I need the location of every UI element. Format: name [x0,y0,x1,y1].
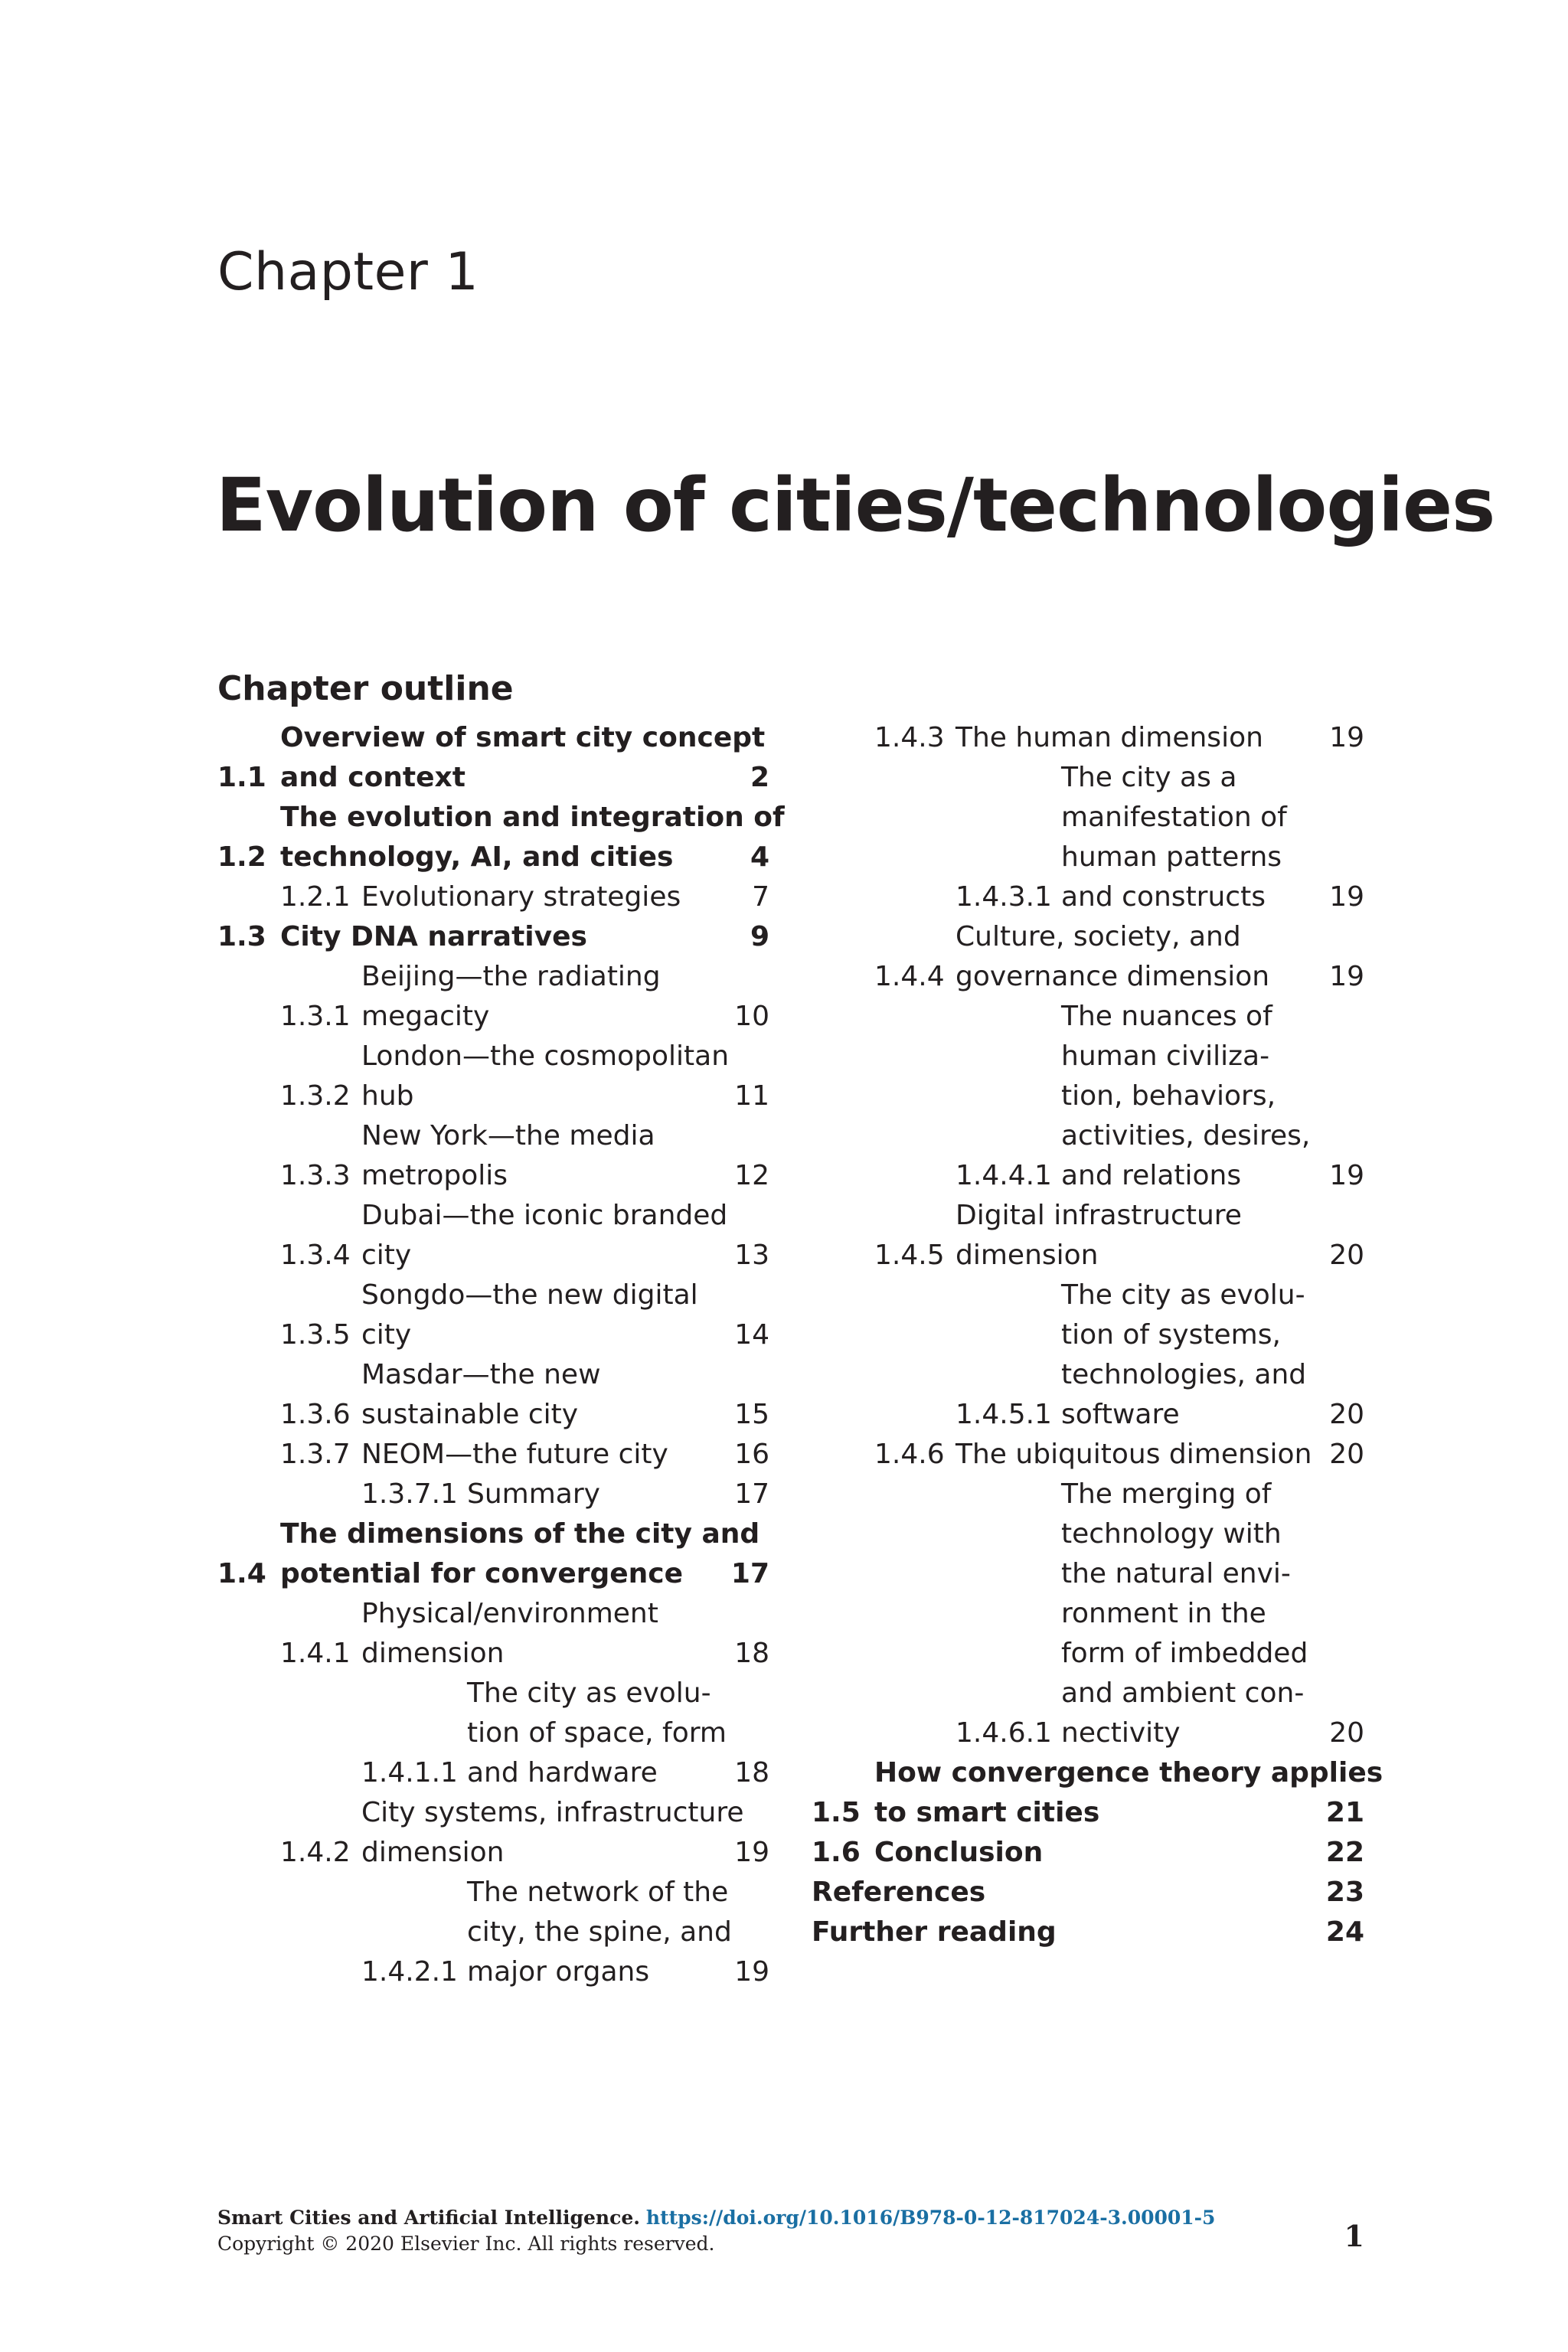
toc-entry-page: 20 [1329,1439,1364,1470]
toc-entry[interactable] [812,997,1364,1196]
toc-entry-title [280,917,720,957]
footer-doi-link[interactable]: https://doi.org/10.1016/B978-0-12-817024-3.00001-5 [645,2207,1216,2229]
toc-entry-number: 1.3.4 [280,1240,351,1271]
toc-entry[interactable] [217,1873,769,1992]
toc-entry-title-line: London—the cosmopolitan [361,1040,730,1072]
toc-entry-page: 19 [1329,961,1364,992]
toc-entry[interactable] [812,1276,1364,1435]
toc-entry[interactable] [812,718,1364,758]
toc-entry-title-line: tion, behaviors, [1061,1080,1276,1112]
toc-entry-page: 7 [752,881,769,913]
toc-entry-page: 20 [1329,1717,1364,1749]
toc-entry-title-line: dimension [361,1837,505,1868]
footer-source [217,2207,1215,2230]
toc-entry-title [956,1196,1315,1276]
toc-entry-page: 19 [1329,1160,1364,1191]
toc-entry-title-line: manifestation of [1061,802,1287,833]
toc-entry-title [467,1873,732,1992]
toc-entry-title-line: The evolution and integration of [280,802,785,833]
toc-entry[interactable] [812,1196,1364,1276]
toc-entry-page: 17 [730,1558,769,1589]
toc-entry-title-line: and hardware [467,1757,658,1788]
toc-entry-title [956,718,1315,758]
toc-entry-title-line: Overview of smart city concept [280,722,766,753]
toc-entry-number: 1.3.7 [280,1439,351,1470]
toc-entry[interactable] [217,1037,769,1116]
toc-entry-title-line: human civiliza- [1061,1040,1270,1072]
toc-entry-page: 21 [1325,1797,1364,1828]
toc-entry-title-line: The human dimension [956,722,1263,753]
toc-entry-title-line: hub [361,1080,414,1112]
toc-entry-title [280,718,766,798]
toc-entry-number: 1.4.5.1 [956,1399,1052,1430]
toc-entry-page: 18 [734,1757,769,1788]
toc-entry-title-line: nectivity [1061,1717,1181,1749]
toc-entry[interactable] [217,1435,769,1475]
toc-entry-page: 22 [1325,1837,1364,1868]
toc-entry[interactable] [217,1793,769,1873]
toc-entry[interactable] [217,877,769,917]
toc-entry[interactable] [812,1833,1364,1873]
footer-book-title: Smart Cities and Artificial Intelligence. [217,2207,640,2229]
toc-entry[interactable] [217,1674,769,1793]
toc-entry-title-line: The nuances of [1061,1001,1272,1032]
toc-entry-title [467,1475,720,1514]
toc-entry-number: 1.2.1 [280,881,351,913]
toc-entry-title-line: Further reading [812,1916,1057,1948]
toc-entry-title-line: Dubai—the iconic branded [361,1200,728,1231]
toc-entry[interactable] [812,917,1364,997]
toc-entry-title [956,1435,1315,1475]
toc-entry-number: 1.4.3.1 [956,881,1052,913]
toc-entry-number: 1.3.3 [280,1160,351,1191]
toc-entry[interactable] [812,1753,1383,1833]
toc-entry-title-line: The merging of [1061,1478,1272,1510]
toc-entry-title-line: technologies, and [1061,1359,1307,1390]
toc-entry-title-line: The city as a [1061,762,1237,793]
toc-entry[interactable] [217,1355,769,1435]
toc-entry-page: 2 [750,762,769,793]
toc-entry-title [874,1833,1315,1873]
toc-entry-page: 19 [734,1956,769,1988]
chapter-label: Chapter 1 [217,242,479,302]
toc-entry-title-line: city [361,1240,412,1271]
toc-entry-title-line: New York—the media [361,1120,655,1152]
toc-entry-number: 1.4.1.1 [361,1757,458,1788]
toc-left-column [217,718,785,1992]
toc-entry-title [956,917,1315,997]
toc-entry-page: 16 [734,1439,769,1470]
toc-entry-title-line: The ubiquitous dimension [956,1439,1312,1470]
toc-entry-page: 23 [1325,1877,1364,1908]
toc-entry-title-line: Physical/environment [361,1598,658,1629]
toc-entry-number: 1.4.1 [280,1638,351,1669]
toc-entry-number: 1.3 [217,921,266,952]
toc-entry-number: 1.4.2.1 [361,1956,458,1988]
outline-heading: Chapter outline [217,669,514,708]
chapter-title: Evolution of cities/technologies [216,462,1495,548]
toc-entry[interactable] [812,1475,1364,1753]
toc-entry-page: 17 [734,1478,769,1510]
toc-entry-title-line: and relations [1061,1160,1242,1191]
toc-entry-title-line: dimension [361,1638,505,1669]
toc-entry-title [361,957,720,1037]
toc-entry-title [812,1913,1315,1952]
toc-entry[interactable] [217,1276,769,1355]
toc-entry-number: 1.3.2 [280,1080,351,1112]
toc-entry-title-line: Culture, society, and [956,921,1241,952]
toc-entry-title [361,1435,720,1475]
toc-entry-title [812,1873,1315,1913]
toc-entry-title-line: References [812,1877,986,1908]
toc-entry-page: 4 [750,841,769,873]
toc-entry[interactable] [217,1514,769,1594]
toc-entry[interactable] [812,758,1364,917]
toc-entry[interactable] [217,1594,769,1674]
toc-entry-number: 1.4.4 [874,961,945,992]
toc-entry-title-line: tion of space, form [467,1717,727,1749]
toc-entry-title-line: sustainable city [361,1399,579,1430]
toc-entry-page: 20 [1329,1240,1364,1271]
toc-entry-title-line: Songdo—the new digital [361,1279,698,1311]
toc-entry-title-line: human patterns [1061,841,1282,873]
toc-entry-title [1061,1276,1315,1435]
toc-entry-title-line: ronment in the [1061,1598,1266,1629]
toc-entry-number: 1.2 [217,841,266,873]
toc-entry-title [361,1196,728,1276]
toc-entry-number: 1.4.4.1 [956,1160,1052,1191]
toc-entry-page: 15 [734,1399,769,1430]
toc-entry-number: 1.3.1 [280,1001,351,1032]
toc-right-column [812,718,1383,1952]
toc-entry-title [361,1793,744,1873]
toc-entry-title-line: to smart cities [874,1797,1100,1828]
toc-entry-page: 20 [1329,1399,1364,1430]
toc-entry-title-line: form of imbedded [1061,1638,1308,1669]
toc-entry[interactable] [217,1116,769,1196]
toc-entry-number: 1.3.5 [280,1319,351,1351]
toc-entry-title-line: Digital infrastructure [956,1200,1242,1231]
toc-entry-title-line: and ambient con- [1061,1677,1305,1709]
toc-entry-page: 12 [734,1160,769,1191]
toc-entry-page: 9 [750,921,769,952]
toc-entry-number: 1.1 [217,762,266,793]
toc-entry-title-line: technology with [1061,1518,1282,1550]
toc-entry-title-line: Evolutionary strategies [361,881,681,913]
toc-entry-title-line: City DNA narratives [280,921,587,952]
toc-entry-title-line: The network of the [467,1877,729,1908]
toc-entry-page: 10 [734,1001,769,1032]
toc-entry-title [1061,1475,1315,1753]
toc-entry-number: 1.4 [217,1558,266,1589]
toc-entry-title [1061,997,1315,1196]
toc-entry-title-line: city, the spine, and [467,1916,732,1948]
toc-entry-title-line: city [361,1319,412,1351]
toc-entry-title [467,1674,727,1793]
toc-entry-page: 11 [734,1080,769,1112]
toc-entry-number: 1.3.6 [280,1399,351,1430]
toc-entry-number: 1.4.5 [874,1240,945,1271]
toc-entry[interactable] [217,1475,769,1514]
toc-entry-title-line: Masdar—the new [361,1359,601,1390]
toc-entry-number: 1.3.7.1 [361,1478,458,1510]
toc-entry-title [361,1276,720,1355]
toc-entry-title [361,1116,720,1196]
toc-entry-title-line: The city as evolu- [1061,1279,1305,1311]
toc-entry[interactable] [217,917,769,957]
toc-entry-page: 19 [1329,881,1364,913]
toc-entry-page: 24 [1325,1916,1364,1948]
toc-entry[interactable] [217,1196,769,1276]
toc-entry-number: 1.6 [812,1837,861,1868]
toc-entry-title [361,1037,730,1116]
toc-entry-title-line: How convergence theory applies [874,1757,1383,1788]
toc-entry-title-line: NEOM—the future city [361,1439,668,1470]
toc-entry-title [361,877,720,917]
toc-entry-title-line: megacity [361,1001,490,1032]
toc-entry-title-line: The dimensions of the city and [280,1518,760,1550]
toc-entry-page: 13 [734,1240,769,1271]
toc-entry[interactable] [217,718,769,798]
toc-entry[interactable] [217,957,769,1037]
toc-entry-title-line: and context [280,762,466,793]
toc-entry-number: 1.4.2 [280,1837,351,1868]
toc-entry-title [280,798,785,877]
toc-entry-title-line: Beijing—the radiating [361,961,661,992]
toc-entry-title-line: activities, desires, [1061,1120,1311,1152]
toc-entry-number: 1.4.3 [874,722,945,753]
toc-entry-number: 1.4.6.1 [956,1717,1052,1749]
toc-entry-title-line: The city as evolu- [467,1677,711,1709]
toc-entry-title-line: software [1061,1399,1180,1430]
toc-entry-title-line: potential for convergence [280,1558,684,1589]
toc-entry-title-line: City systems, infrastructure [361,1797,744,1828]
toc-entry-title-line: and constructs [1061,881,1266,913]
toc-entry-title [361,1594,720,1674]
page-number: 1 [1344,2219,1364,2253]
toc-entry-title-line: Summary [467,1478,600,1510]
toc-entry-page: 18 [734,1638,769,1669]
toc-entry-title-line: Conclusion [874,1837,1044,1868]
toc-entry-page: 14 [734,1319,769,1351]
toc-entry-title-line: the natural envi- [1061,1558,1291,1589]
toc-entry-page: 19 [1329,722,1364,753]
toc-entry-number: 1.5 [812,1797,861,1828]
toc-entry-title-line: major organs [467,1956,650,1988]
toc-entry[interactable] [812,1435,1364,1475]
toc-entry-page: 19 [734,1837,769,1868]
toc-entry-title-line: metropolis [361,1160,508,1191]
toc-entry[interactable] [812,1913,1364,1952]
toc-entry[interactable] [812,1873,1364,1913]
toc-entry-title [361,1355,720,1435]
toc-entry-number: 1.4.6 [874,1439,945,1470]
toc-entry-title-line: governance dimension [956,961,1270,992]
toc-entry-title-line: technology, AI, and cities [280,841,674,873]
toc-entry-title [1061,758,1315,917]
toc-entry-title-line: dimension [956,1240,1099,1271]
toc-entry-title-line: tion of systems, [1061,1319,1281,1351]
toc-entry[interactable] [217,798,785,877]
footer-copyright: Copyright © 2020 Elsevier Inc. All rights reserved. [217,2233,715,2255]
